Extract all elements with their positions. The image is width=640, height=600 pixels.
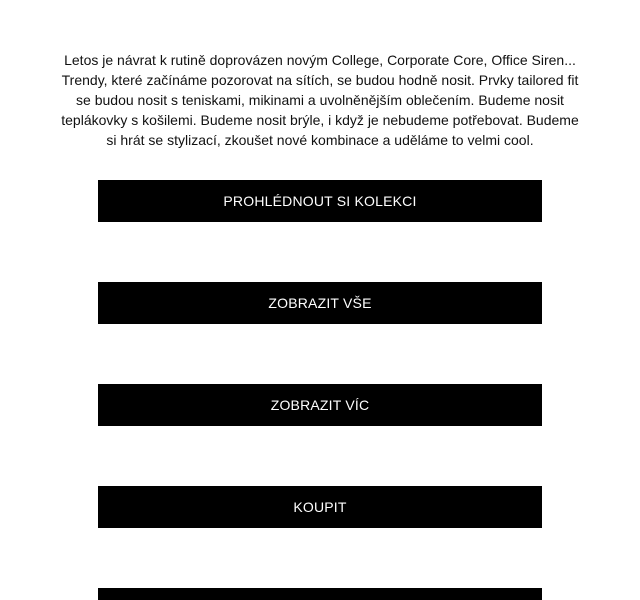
view-collection-button-label: PROHLÉDNOUT SI KOLEKCI xyxy=(223,193,417,209)
show-all-button[interactable] xyxy=(98,282,542,324)
show-more-button[interactable] xyxy=(98,384,542,426)
buy-button[interactable] xyxy=(98,486,542,528)
partial-button[interactable] xyxy=(98,588,542,600)
intro-paragraph: Letos je návrat k rutině doprovázen novým College, Corporate Core, Office Siren... Trendy, které začínáme pozorovat na sítích, se budou hodně nosit. Prvky tailored fit se budou nosit s teniskami, mikinami a uvolněnějším oblečením. Budeme nosit teplákovky s košilemi. Budeme nosit brýle, i když je nebudeme potřebovat. Budeme si hrát se stylizací, zkoušet nové kombinace a uděláme to velmi cool. xyxy=(61,52,579,148)
buy-button-label: KOUPIT xyxy=(293,499,347,515)
show-all-button-label: ZOBRAZIT VŠE xyxy=(268,295,372,311)
view-collection-button[interactable] xyxy=(98,180,542,222)
show-more-button-label: ZOBRAZIT VÍC xyxy=(270,397,370,413)
